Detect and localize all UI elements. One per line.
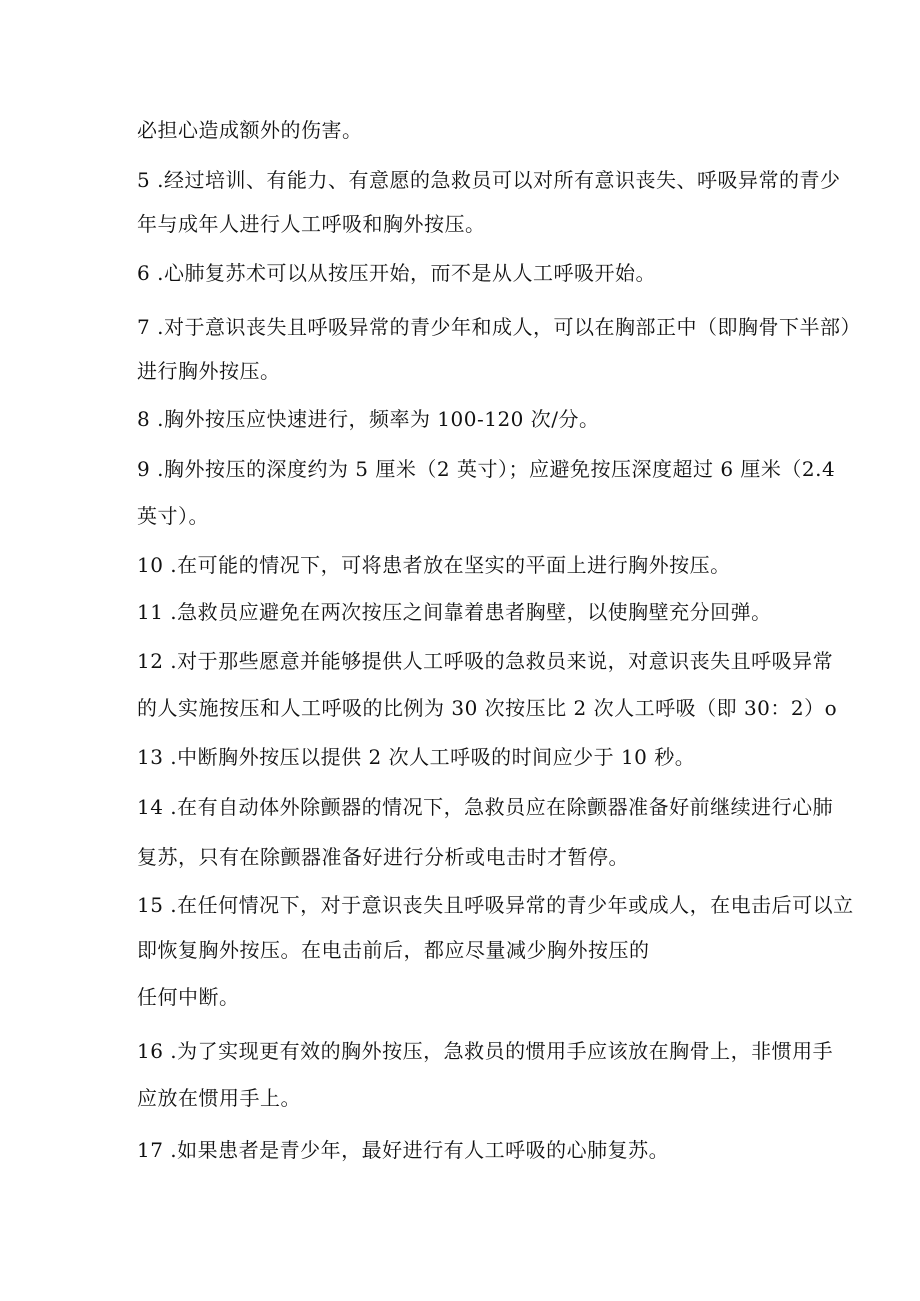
text-line: 14 .在有自动体外除颤器的情况下，急救员应在除颤器准备好前继续进行心肺 <box>137 795 834 819</box>
text-line: 任何中断。 <box>137 985 240 1009</box>
text-line: 13 .中断胸外按压以提供 2 次人工呼吸的时间应少于 10 秒。 <box>137 745 696 769</box>
text-line: 应放在惯用手上。 <box>137 1086 301 1110</box>
text-line: 的人实施按压和人工呼吸的比例为 30 次按压比 2 次人工呼吸（即 30：2）o <box>137 696 838 720</box>
text-line: 12 .对于那些愿意并能够提供人工呼吸的急救员来说，对意识丧失且呼吸异常 <box>137 649 834 673</box>
text-line: 8 .胸外按压应快速进行，频率为 100-120 次/分。 <box>137 407 600 431</box>
text-line: 17 .如果患者是青少年，最好进行有人工呼吸的心肺复苏。 <box>137 1138 670 1162</box>
text-line: 11 .急救员应避免在两次按压之间靠着患者胸壁，以使胸壁充分回弹。 <box>137 600 772 624</box>
text-line: 英寸）。 <box>137 504 209 528</box>
text-line: 9 .胸外按压的深度约为 5 厘米（2 英寸）；应避免按压深度超过 6 厘米（2.4 <box>137 457 836 481</box>
text-line: 必担心造成额外的伤害。 <box>137 118 363 142</box>
text-line: 16 .为了实现更有效的胸外按压，急救员的惯用手应该放在胸骨上，非惯用手 <box>137 1039 834 1063</box>
text-line: 7 .对于意识丧失且呼吸异常的青少年和成人，可以在胸部正中（即胸骨下半部） <box>137 315 861 339</box>
text-line: 复苏，只有在除颤器准备好进行分析或电击时才暂停。 <box>137 845 629 869</box>
text-line: 10 .在可能的情况下，可将患者放在坚实的平面上进行胸外按压。 <box>137 553 731 577</box>
text-line: 5 .经过培训、有能力、有意愿的急救员可以对所有意识丧失、呼吸异常的青少 <box>137 168 841 192</box>
text-line: 即恢复胸外按压。在电击前后，都应尽量减少胸外按压的 <box>137 938 650 962</box>
text-line: 年与成年人进行人工呼吸和胸外按压。 <box>137 212 486 236</box>
text-line: 6 .心肺复苏术可以从按压开始，而不是从人工呼吸开始。 <box>137 261 656 285</box>
text-line: 进行胸外按压。 <box>137 359 281 383</box>
text-line: 15 .在任何情况下，对于意识丧失且呼吸异常的青少年或成人，在电击后可以立 <box>137 893 854 917</box>
